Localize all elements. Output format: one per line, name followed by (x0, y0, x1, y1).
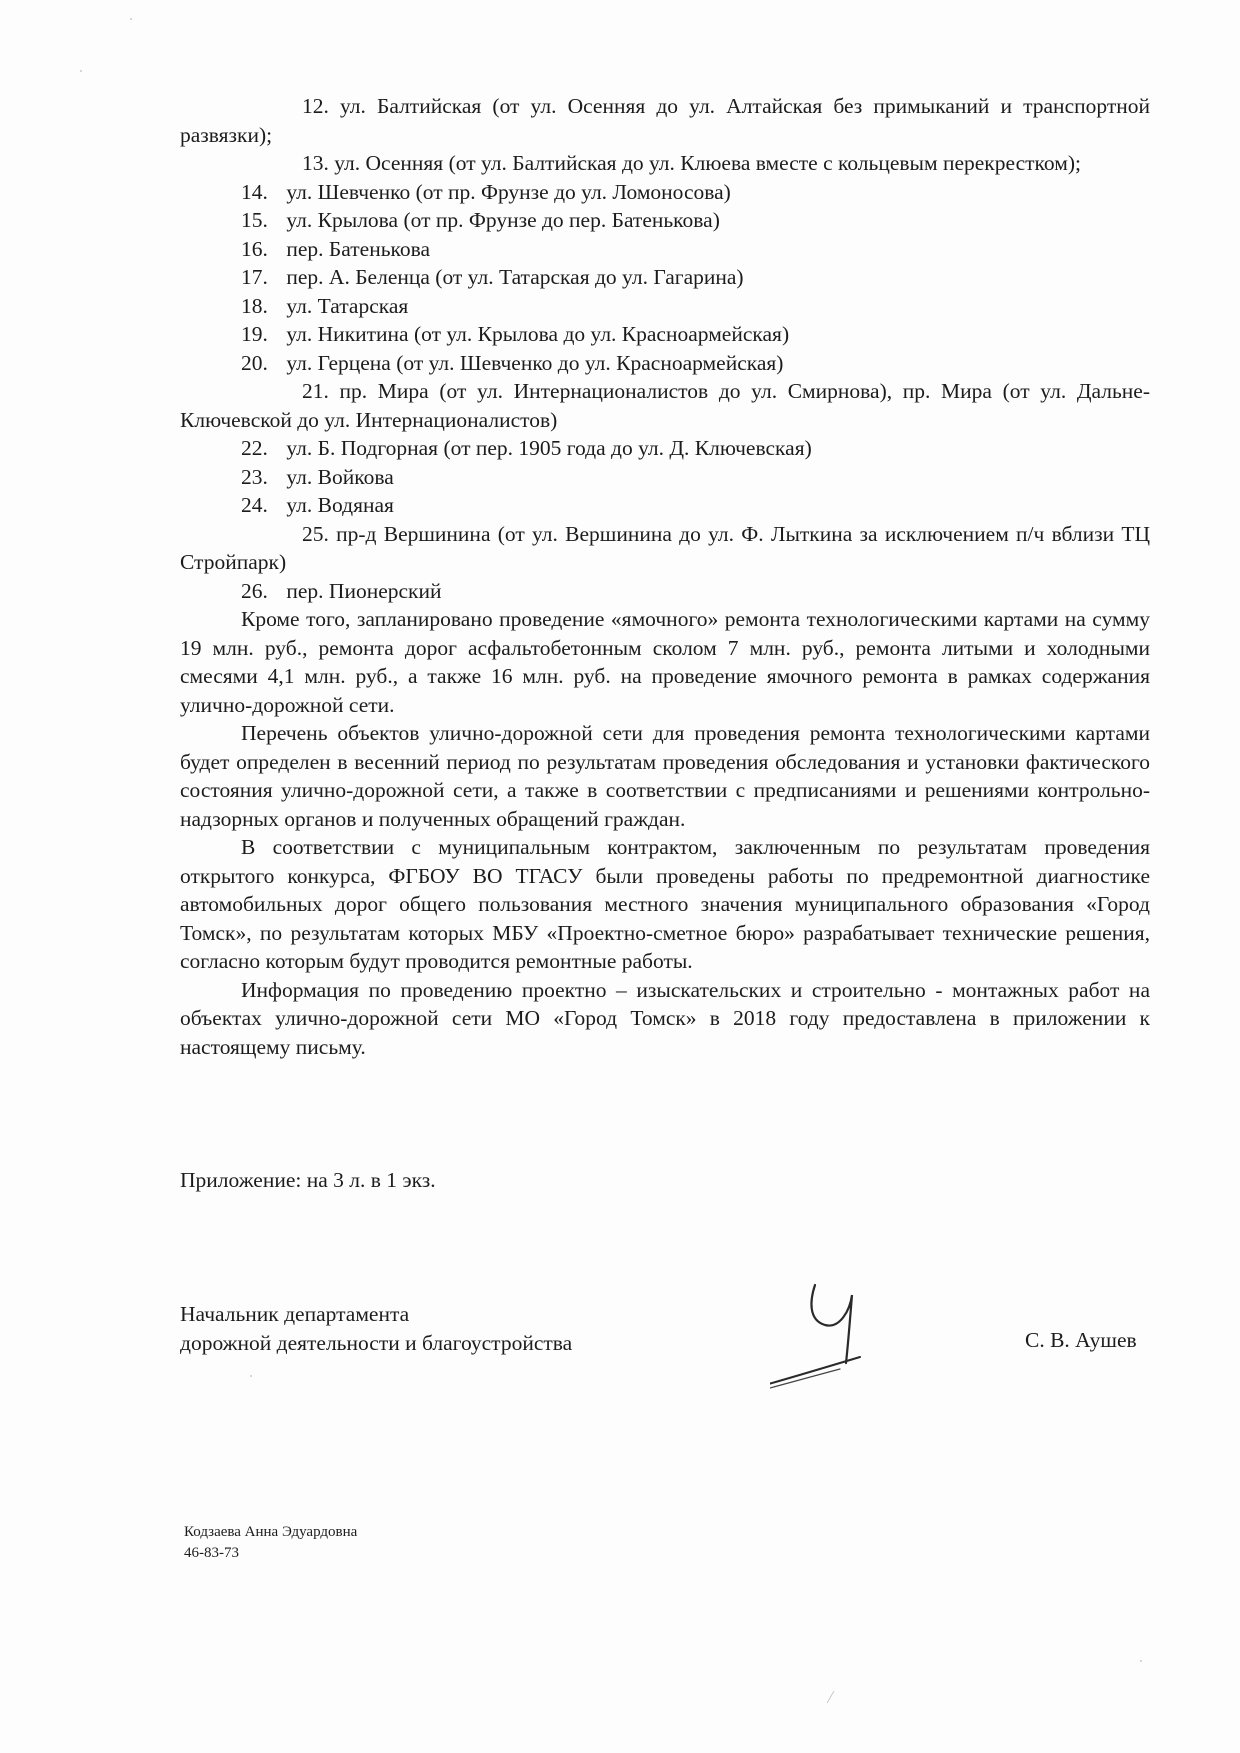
list-item-text: пр-д Вершинина (от ул. Вершинина до ул. Ф. Лыткина за исключением п/ч вблизи ТЦ Стройпарк) (180, 521, 1150, 574)
appendix-note: Приложение: на 3 л. в 1 экз. (180, 1168, 436, 1192)
scan-speck (130, 18, 132, 20)
list-item-number: 16. (241, 236, 268, 261)
list-item-number: 12. (302, 94, 329, 118)
paragraph: Кроме того, запланировано проведение «ямочного» ремонта технологическими картами на сумму 19 млн. руб., ремонта дорог асфальтобетонным сколом 7 млн. руб., ремонта литыми и холодными смесями 4,1 млн. руб., а также 16 млн. руб. на проведение ямочного ремонта в рамках содержания улично-дорожной сети. (180, 607, 1150, 717)
list-item (180, 377, 1150, 434)
list-item-text: пер. Батенькова (286, 236, 431, 261)
list-item-text: ул. Герцена (от ул. Шевченко до ул. Красноармейская) (286, 350, 784, 375)
list-item-text: ул. Шевченко (от пр. Фрунзе до ул. Ломоносова) (286, 179, 731, 204)
scan-speck (1140, 1660, 1142, 1662)
street-list (180, 92, 1150, 605)
executor-info (184, 1522, 357, 1564)
list-item-text: ул. Никитина (от ул. Крылова до ул. Красноармейская) (286, 322, 790, 346)
list-item-number: 19. (241, 322, 268, 346)
list-item-text: ул. Войкова (286, 464, 394, 489)
list-item (180, 235, 1150, 264)
handwritten-signature (770, 1265, 910, 1405)
list-item (180, 577, 1150, 606)
list-item (180, 320, 1150, 349)
list-item-text: пер. Пионерский (286, 578, 442, 603)
list-item-number: 24. (241, 493, 268, 517)
scan-speck (827, 1691, 835, 1704)
list-item-number: 17. (241, 265, 268, 289)
executor-name: Кодзаева Анна Эдуардовна (184, 1524, 358, 1540)
paragraph: Информация по проведению проектно – изыскательских и строительно - монтажных работ на объектах улично-дорожной сети МО «Город Томск» в 2018 году предоставлена в приложении к настоящему письму. (180, 977, 1150, 1059)
list-item-number: 25. (302, 521, 329, 546)
list-item-number: 21. (302, 379, 329, 403)
list-item-text: ул. Водяная (286, 493, 394, 517)
list-item (180, 292, 1150, 321)
list-item-text: ул. Балтийская (от ул. Осенняя до ул. Алтайская без примыканий и транспортной развязки); (180, 94, 1150, 147)
signatory-name: С. В. Аушев (1025, 1328, 1137, 1352)
list-item-text: пр. Мира (от ул. Интернационалистов до ул. Смирнова), пр. Мира (от ул. Дальне-Ключевской до ул. Интернационалистов) (180, 379, 1150, 432)
list-item-text: ул. Осенняя (от ул. Балтийская до ул. Клюева вместе с кольцевым перекрестком); (334, 151, 1081, 175)
list-item (180, 92, 1150, 149)
signatory-title (180, 1300, 572, 1358)
list-item (180, 206, 1150, 235)
list-item-number: 14. (241, 179, 268, 204)
list-item (180, 520, 1150, 577)
list-item (180, 263, 1150, 292)
list-item (180, 349, 1150, 378)
list-item-number: 20. (241, 350, 268, 375)
document-body (180, 92, 1150, 1061)
list-item-number: 22. (241, 436, 268, 460)
list-item-number: 18. (241, 293, 268, 318)
list-item-number: 23. (241, 464, 268, 489)
scan-speck (250, 1375, 252, 1377)
list-item (180, 149, 1150, 178)
scan-speck (80, 70, 82, 72)
list-item (180, 491, 1150, 520)
list-item-text: ул. Татарская (286, 293, 409, 318)
list-item-number: 26. (241, 578, 268, 603)
list-item (180, 434, 1150, 463)
executor-phone: 46-83-73 (184, 1545, 239, 1561)
paragraph: В соответствии с муниципальным контрактом, заключенным по результатам проведения открытого конкурса, ФГБОУ ВО ТГАСУ были проведены работы по предремонтной диагностике автомобильных дорог общего пользования местного значения муниципального образования «Город Томск», по результатам которых МБУ «Проектно-сметное бюро» разрабатывает технические решения, согласно которым будут проводится ремонтные работы. (180, 835, 1150, 973)
list-item-text: пер. А. Беленца (от ул. Татарская до ул. Гагарина) (286, 265, 744, 289)
signatory-title-line1: Начальник департамента (180, 1302, 410, 1326)
list-item-text: ул. Б. Подгорная (от пер. 1905 года до ул. Д. Ключевская) (286, 436, 812, 460)
list-item (180, 178, 1150, 207)
list-item-text: ул. Крылова (от пр. Фрунзе до пер. Батенькова) (286, 208, 720, 232)
list-item-number: 13. (302, 151, 329, 175)
paragraphs (180, 605, 1150, 1061)
signatory-title-line2: дорожной деятельности и благоустройства (180, 1331, 573, 1355)
paragraph: Перечень объектов улично-дорожной сети для проведения ремонта технологическими картами будет определен в весенний период по результатам проведения обследования и установки фактического состояния улично-дорожной сети, а также в соответствии с предписаниями и решениями контрольно-надзорных органов и полученных обращений граждан. (180, 721, 1150, 831)
list-item-number: 15. (241, 208, 268, 232)
list-item (180, 463, 1150, 492)
